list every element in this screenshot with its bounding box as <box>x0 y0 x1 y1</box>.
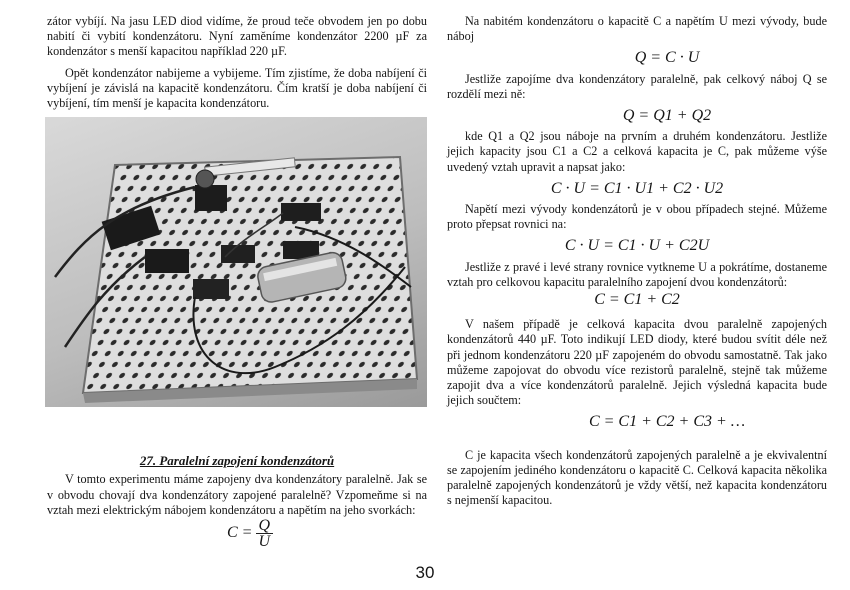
equation-capacity-voltage: C · U = C1 · U1 + C2 · U2 <box>550 179 724 197</box>
right-paragraph-5: Jestliže z pravé i levé strany rovnice vytkneme U a pokrátíme, dostaneme vztah pro celkovou kapacitu paralelního zapojení dvou kondenzátorů: <box>447 259 827 289</box>
equation-common-voltage: C · U = C1 · U + C2U <box>564 237 710 255</box>
fraction-denominator: U <box>258 533 271 551</box>
right-paragraph-3: kde Q1 a Q2 jsou náboje na prvním a druhém kondenzátoru. Jestliže jejich kapacity jsou C1 a C2 a celková kapacita je C, pak můžeme výše uvedený vztah upravit a napsat jako: <box>447 129 827 174</box>
left-paragraph-3: V tomto experimentu máme zapojeny dva kondenzátory paralelně. Jak se v obvodu chovají dva kondenzátory zapojené paralelně? Vzpomeňme si na vztah mezi elektrickým nábojem kondenzátoru a napětím na jeho svorkách: <box>47 472 427 517</box>
right-paragraph-6: V našem případě je celková kapacita dvou paralelně zapojených kondenzátorů 440 µF. Toto indikují LED diody, které budou svítit déle než při jednom kondenzátoru 220 µF zapojeném do obvodu samostatně. Tak jako můžeme zapojovat do obvodu více rezistorů paralelně, stejně tak můžeme zapojit dva a více kondenzátorů paralelně. Jejich výsledná kapacita bude jejich součtem: <box>447 317 827 408</box>
pegboard-illustration <box>45 117 427 407</box>
right-column <box>447 14 827 514</box>
charge-voltage-fraction <box>256 518 274 549</box>
right-paragraph-1: Na nabitém kondenzátoru o kapacitě C a napětím U mezi vývody, bude náboj <box>447 14 827 44</box>
section-title: 27. Paralelní zapojení kondenzátorů <box>139 453 335 469</box>
right-paragraph-7: C je kapacita všech kondenzátorů zapojených paralelně a je ekvivalentní se zapojením jediného kondenzátoru o kapacitě C. Celková kapacita několika paralelně zapojených kondenzátorů je vždy větší, než kapacita kondenzátoru s nejmenší kapacitou. <box>447 447 827 508</box>
equation-total-capacity: C = C1 + C2 <box>594 291 680 309</box>
capacity-formula <box>227 518 427 549</box>
left-paragraph-2: Opět kondenzátor nabijeme a vybijeme. Tím zjistíme, že doba nabíjení či vybíjení je závislá na kapacitě kondenzátoru. Čím kratší je doba nabíjení či vybíjení, tím menší je kapacita kondenzátoru. <box>47 65 427 111</box>
left-column <box>47 14 427 549</box>
equation-charge: Q = C · U <box>634 49 700 67</box>
equation-charge-sum: Q = Q1 + Q2 <box>622 107 712 125</box>
circuit-board-photo <box>45 117 427 407</box>
fraction-numerator: Q <box>256 518 274 534</box>
formula-lhs: C = <box>227 523 253 541</box>
right-paragraph-2: Jestliže zapojíme dva kondenzátory paralelně, pak celkový náboj Q se rozdělí mezi ně: <box>447 71 827 101</box>
page-number: 30 <box>415 563 435 582</box>
equation-capacity-series-sum: C = C1 + C2 + C3 + … <box>588 413 746 431</box>
left-paragraph-1: zátor vybíjí. Na jasu LED diod vidíme, že proud teče obvodem jen po dobu nabití či vybití kondenzátoru. Nyní zaměníme kondenzátor 2200 µF za kondenzátor s menší kapacitou například 220 µF. <box>47 14 427 59</box>
right-paragraph-4: Napětí mezi vývody kondenzátorů je v obou případech stejné. Můžeme proto přepsat rovnici na: <box>447 202 827 232</box>
